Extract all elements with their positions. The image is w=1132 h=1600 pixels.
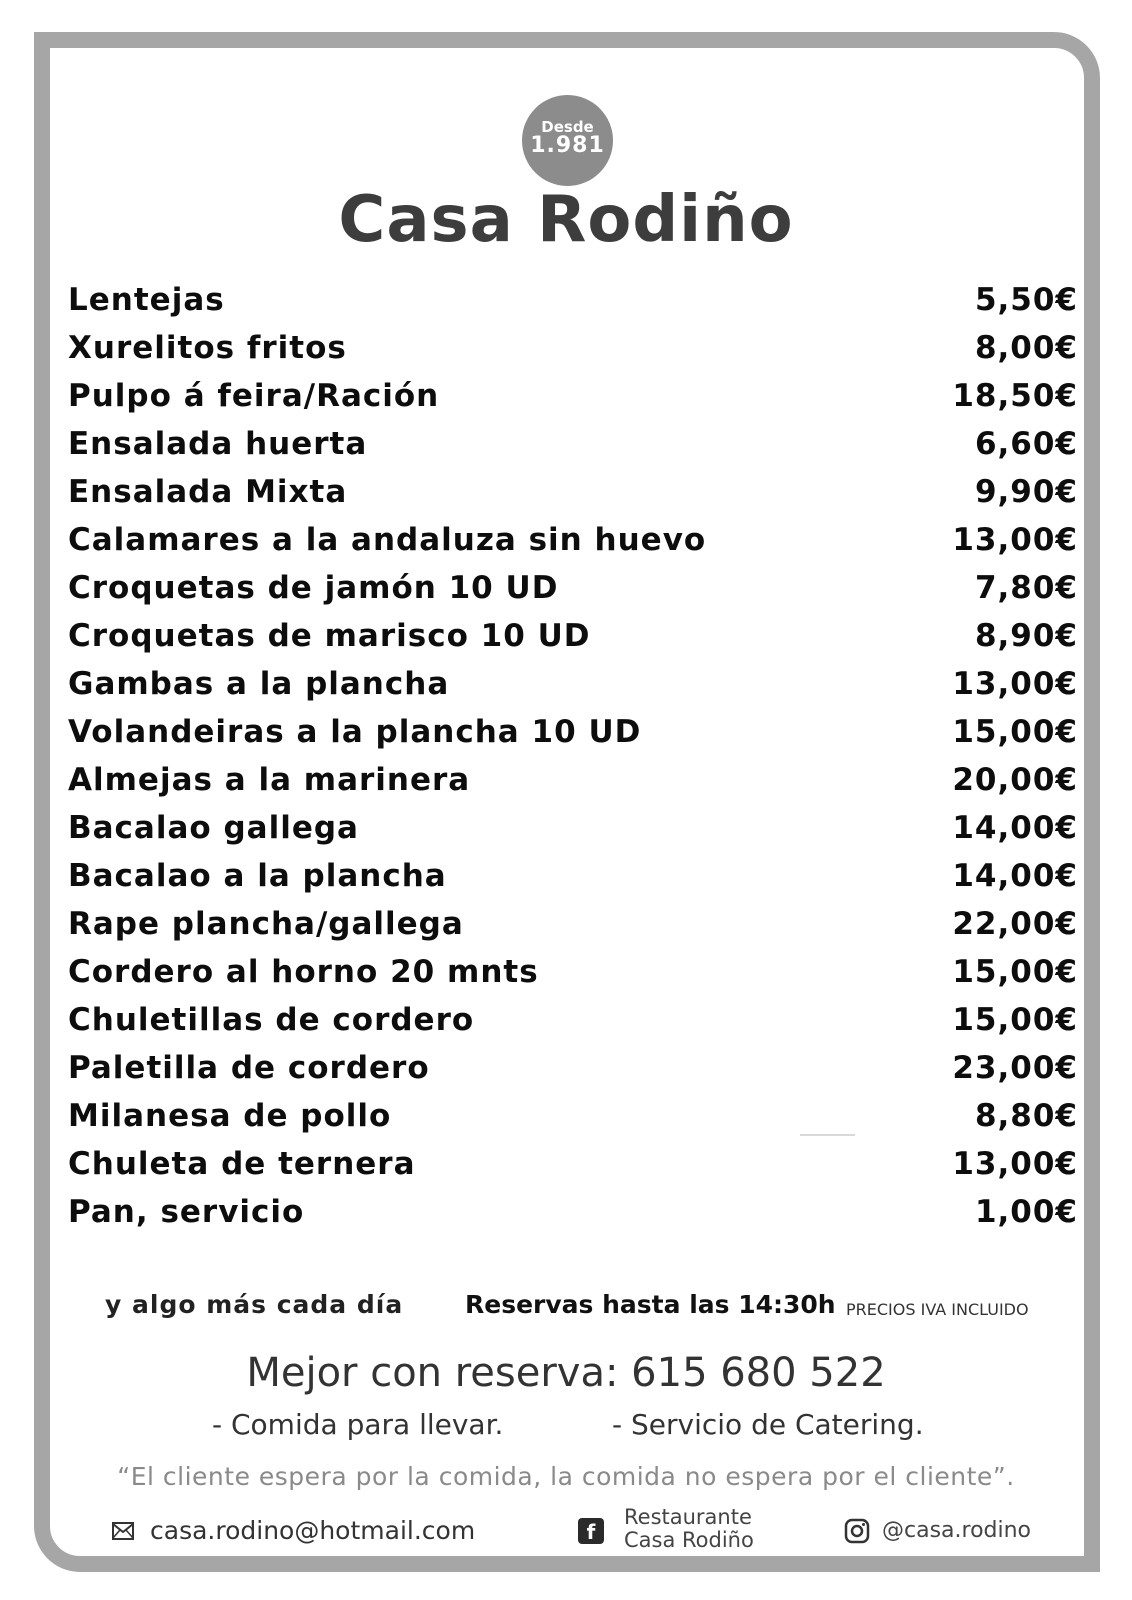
divider [800,1134,855,1136]
footer-notes [0,1290,1132,1330]
menu-item-price: 1,00€ [974,1194,1078,1230]
menu-item-price: 14,00€ [952,858,1078,894]
menu-item [68,276,1078,324]
menu-item [68,1092,1078,1140]
menu-item-price: 8,90€ [974,618,1078,654]
menu-item-price: 7,80€ [974,570,1078,606]
menu-item-name: Xurelitos fritos [68,330,347,366]
catering-service: - Servicio de Catering. [612,1408,924,1441]
menu-item-price: 15,00€ [952,714,1078,750]
menu-item-price: 22,00€ [952,906,1078,942]
menu-item-price: 23,00€ [952,1050,1078,1086]
menu-item-price: 8,80€ [974,1098,1078,1134]
menu-item [68,660,1078,708]
since-year: 1.981 [530,133,605,158]
menu-item [68,372,1078,420]
menu-item [68,468,1078,516]
takeaway-service: - Comida para llevar. [212,1408,504,1441]
menu-item [68,1140,1078,1188]
menu-item-name: Almejas a la marinera [68,762,471,798]
menu-item-name: Gambas a la plancha [68,666,450,702]
menu-item-price: 15,00€ [952,1002,1078,1038]
menu-item-price: 15,00€ [952,954,1078,990]
vat-note: PRECIOS IVA INCLUIDO [846,1300,1029,1319]
menu-item-name: Croquetas de marisco 10 UD [68,618,591,654]
envelope-icon [112,1521,134,1541]
menu-item-price: 14,00€ [952,810,1078,846]
instagram-icon [844,1518,870,1544]
menu-item-name: Bacalao a la plancha [68,858,447,894]
facebook-line-2: Casa Rodiño [624,1528,754,1552]
menu-item-price: 5,50€ [974,282,1078,318]
email-address[interactable]: casa.rodino@hotmail.com [150,1516,476,1545]
menu-item [68,996,1078,1044]
menu-item-name: Cordero al horno 20 mnts [68,954,539,990]
since-badge [522,95,613,186]
facebook-icon: f [578,1518,604,1544]
facebook-line-1: Restaurante [624,1505,752,1529]
menu-item-price: 13,00€ [952,1146,1078,1182]
menu-item-name: Chuleta de ternera [68,1146,416,1182]
menu-item [68,420,1078,468]
menu-item-name: Paletilla de cordero [68,1050,430,1086]
menu-item [68,564,1078,612]
menu-list [68,276,1078,1236]
menu-item [68,948,1078,996]
menu-item [68,1044,1078,1092]
reservations-note: Reservas hasta las 14:30h [465,1290,836,1319]
menu-item-price: 6,60€ [974,426,1078,462]
menu-item-price: 13,00€ [952,666,1078,702]
menu-item [68,900,1078,948]
menu-item-name: Chuletillas de cordero [68,1002,475,1038]
menu-item-name: Volandeiras a la plancha 10 UD [68,714,642,750]
menu-item-name: Milanesa de pollo [68,1098,392,1134]
motto-quote: “El cliente espera por la comida, la comida no espera por el cliente”. [117,1462,1015,1491]
menu-item-name: Pulpo á feira/Ración [68,378,440,414]
menu-item-name: Ensalada Mixta [68,474,348,510]
contact-bar [0,1506,1132,1556]
facebook-page[interactable] [624,1506,754,1552]
menu-item [68,612,1078,660]
since-label: Desde [541,118,594,136]
menu-item-name: Lentejas [68,282,225,318]
menu-item-price: 8,00€ [974,330,1078,366]
menu-item-name: Bacalao gallega [68,810,359,846]
menu-item-price: 9,90€ [974,474,1078,510]
menu-item-price: 18,50€ [952,378,1078,414]
menu-item-name: Ensalada huerta [68,426,368,462]
menu-item-name: Rape plancha/gallega [68,906,464,942]
menu-item-price: 13,00€ [952,522,1078,558]
menu-item [68,852,1078,900]
menu-item-name: Croquetas de jamón 10 UD [68,570,559,606]
menu-item-name: Pan, servicio [68,1194,305,1230]
instagram-handle[interactable]: @casa.rodino [882,1518,1032,1543]
menu-item [68,756,1078,804]
phone-line: Mejor con reserva: 615 680 522 [246,1350,886,1396]
menu-item [68,708,1078,756]
menu-item-price: 20,00€ [952,762,1078,798]
menu-item [68,516,1078,564]
menu-item-name: Calamares a la andaluza sin huevo [68,522,707,558]
menu-item [68,1188,1078,1236]
menu-item [68,804,1078,852]
menu-item [68,324,1078,372]
restaurant-name: Casa Rodiño [338,183,794,257]
tagline: y algo más cada día [105,1290,404,1319]
